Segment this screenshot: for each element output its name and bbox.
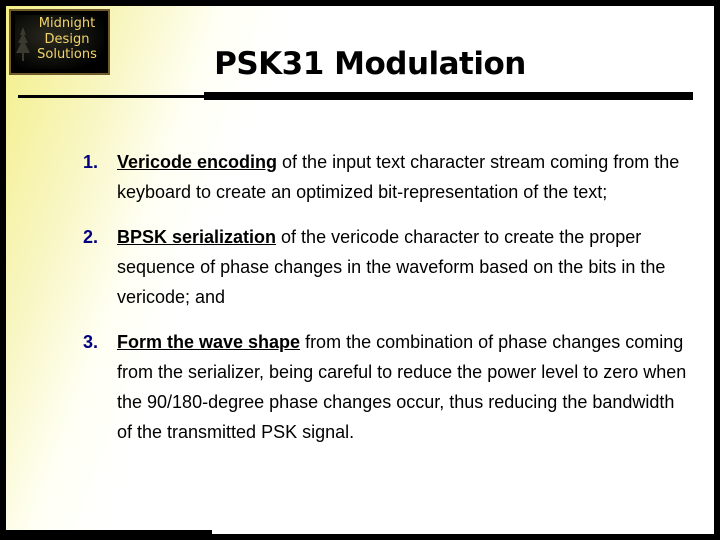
list-item-number: 2. [83, 227, 99, 247]
logo-line-2: Design [44, 31, 90, 47]
list-item [79, 222, 689, 312]
slide [3, 3, 717, 537]
numbered-list [79, 147, 689, 462]
list-item-number: 1. [83, 152, 99, 172]
list-item-term: Vericode encoding [117, 152, 278, 172]
list-item [79, 327, 689, 447]
list-item-term: BPSK serialization [117, 227, 277, 247]
title-underline-thin [18, 95, 204, 98]
logo-line-1: Midnight [38, 16, 96, 31]
list-item-text: of the vericode character to create the proper sequence of phase changes in the waveform based on the bits in the vericode; and [117, 227, 666, 307]
list-item-text: of the input text character stream coming from the keyboard to create an optimized bit-representation of the text; [117, 152, 680, 202]
list-item-text: from the combination of phase changes coming from the serializer, being careful to reduce the power level to zero when the 90/180-degree phase changes occur, thus reducing the bandwidth of the transmitted PSK signal. [117, 332, 687, 442]
logo-line-3: Solutions [37, 47, 97, 62]
title-underline-bar [204, 92, 693, 100]
list-item [79, 147, 689, 207]
list-item-term: Form the wave shape [117, 332, 301, 352]
slide-title: PSK31 Modulation [214, 46, 526, 82]
list-item-number: 3. [83, 332, 99, 352]
bottom-edge-strip [6, 530, 212, 534]
